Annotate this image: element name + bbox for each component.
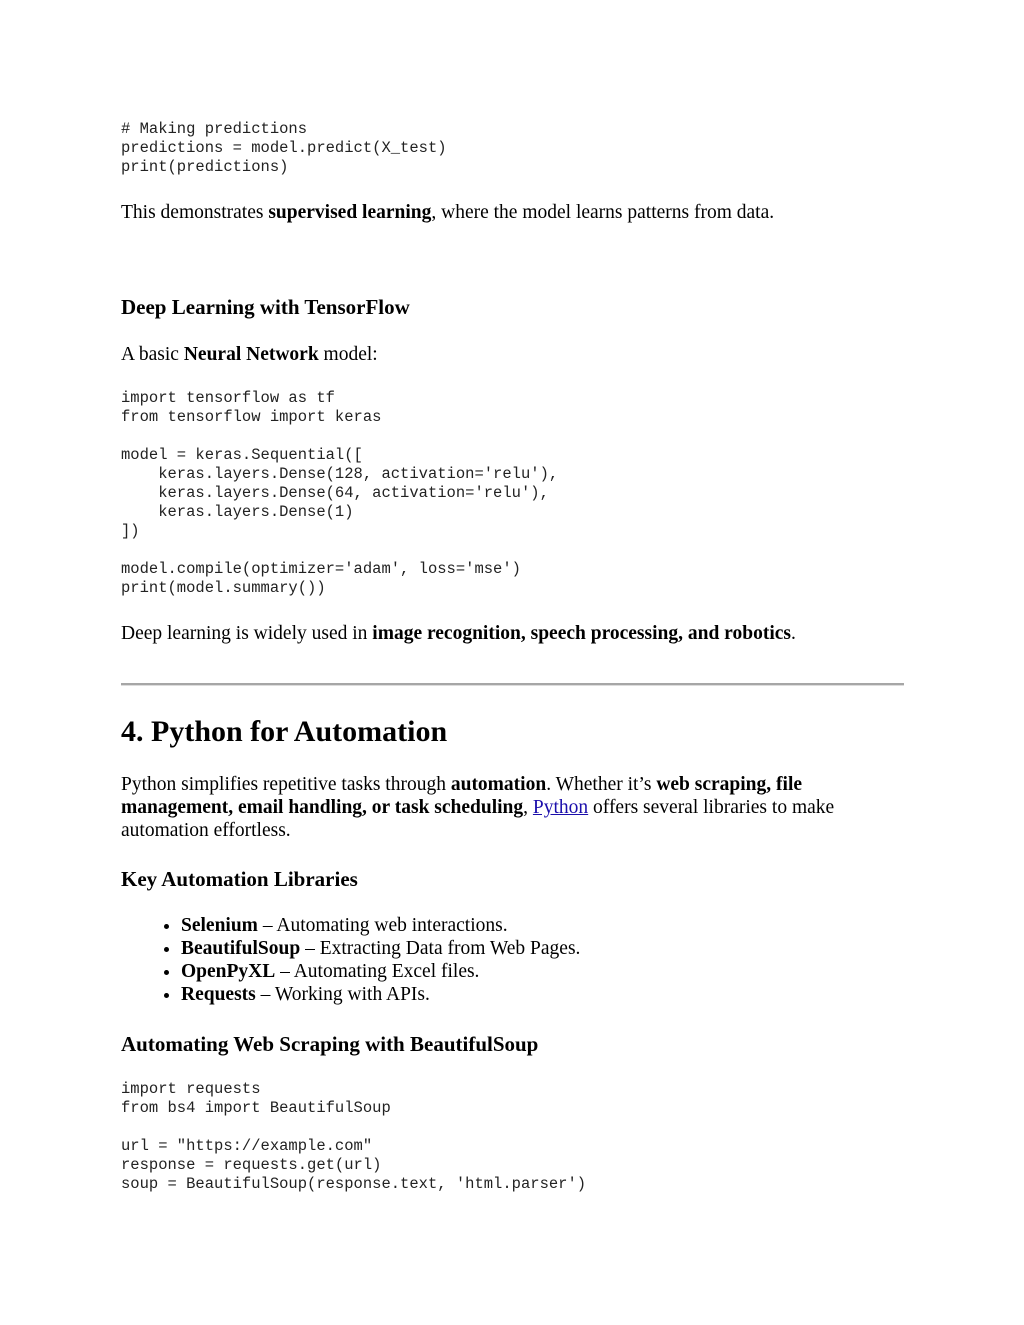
paragraph-neural-network (121, 343, 904, 366)
text-span: Python simplifies repetitive tasks through (121, 774, 451, 795)
library-description: – Working with APIs. (255, 984, 430, 1005)
bold-span: web scraping, file management, email handling, or task scheduling (121, 774, 803, 818)
code-block-beautifulsoup: import requests from bs4 import BeautifulSoup url = "https://example.com" response = requests.get(url) soup = BeautifulSoup(response.text, 'html.parser') (121, 1080, 587, 1193)
bold-span: automation (450, 774, 547, 795)
text-span: A basic (121, 344, 184, 365)
library-description: – Automating Excel files. (275, 961, 480, 982)
libraries-list (121, 914, 580, 1006)
text-span: offers several libraries to make automation effortless. (121, 797, 835, 841)
python-link[interactable]: Python (532, 797, 589, 818)
bold-span: supervised learning (268, 202, 432, 223)
text-span: . Whether it’s (546, 774, 657, 795)
library-name: Selenium (181, 915, 258, 936)
text-span: This demonstrates (121, 202, 269, 223)
library-name: BeautifulSoup (181, 938, 301, 959)
paragraph-supervised-learning (121, 201, 904, 224)
code-block-predictions: # Making predictions predictions = model.predict(X_test) print(predictions) (121, 120, 447, 176)
heading-deep-learning: Deep Learning with TensorFlow (121, 295, 410, 319)
code-block-tensorflow: import tensorflow as tf from tensorflow import keras model = keras.Sequential([ keras.layers.Dense(128, activation='relu'), keras.layers.Dense(64, activation='relu'), keras.layers.Dense(1) ]) model.compile(optimizer='adam', loss='mse') print(model.summary()) (121, 389, 559, 597)
library-name: OpenPyXL (181, 961, 276, 982)
text-span: Deep learning is widely used in (121, 623, 373, 644)
list-item (181, 937, 580, 960)
text-span: , where the model learns patterns from data. (431, 202, 775, 223)
bold-span: Neural Network (183, 344, 319, 365)
list-item (181, 983, 580, 1006)
library-description: – Extracting Data from Web Pages. (300, 938, 581, 959)
text-span: , (523, 797, 533, 818)
section-heading-automation: 4. Python for Automation (121, 715, 448, 748)
horizontal-divider (121, 683, 904, 686)
library-name: Requests (181, 984, 256, 1005)
text-span: model: (318, 344, 378, 365)
heading-web-scraping: Automating Web Scraping with BeautifulSoup (121, 1032, 539, 1056)
list-item (181, 914, 580, 937)
paragraph-deep-learning-uses (121, 622, 904, 645)
library-description: – Automating web interactions. (257, 915, 508, 936)
text-span: . (791, 623, 796, 644)
list-item (181, 960, 580, 983)
bold-span: image recognition, speech processing, and robotics (372, 623, 791, 644)
heading-key-automation-libraries: Key Automation Libraries (121, 867, 358, 891)
paragraph-automation (121, 773, 904, 842)
